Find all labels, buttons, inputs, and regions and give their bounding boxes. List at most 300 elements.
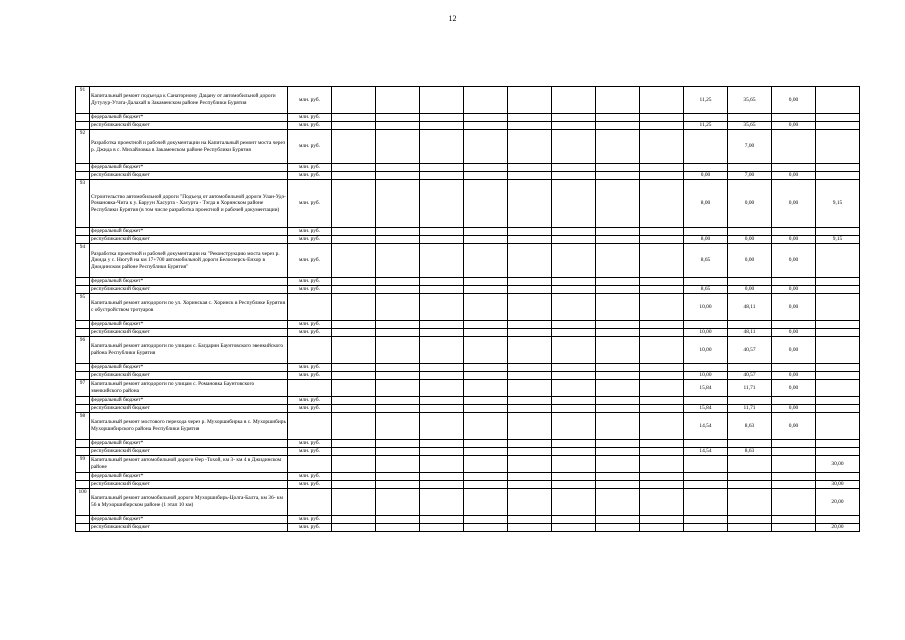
unit-cell: млн. руб. — [288, 473, 332, 481]
row-number-cell — [76, 405, 90, 413]
value-cell — [728, 516, 772, 524]
value-cell — [420, 329, 464, 337]
value-cell — [552, 294, 596, 321]
value-cell — [816, 321, 860, 329]
value-cell — [332, 524, 376, 532]
row-number-cell: 97 — [76, 380, 90, 397]
value-cell — [816, 372, 860, 380]
unit-cell: млн. руб. — [288, 278, 332, 286]
unit-cell: млн. руб. — [288, 172, 332, 180]
value-cell — [816, 337, 860, 364]
value-cell — [552, 524, 596, 532]
value-cell — [376, 397, 420, 405]
value-cell — [596, 321, 640, 329]
value-cell: 0,00 — [772, 405, 816, 413]
value-cell — [420, 448, 464, 456]
table-row — [76, 448, 860, 456]
value-cell: 20,00 — [816, 524, 860, 532]
value-cell — [508, 397, 552, 405]
value-cell — [508, 228, 552, 236]
value-cell — [552, 481, 596, 489]
unit-cell — [288, 380, 332, 397]
value-cell — [596, 364, 640, 372]
value-cell — [464, 321, 508, 329]
value-cell — [596, 122, 640, 130]
value-cell — [332, 321, 376, 329]
value-cell: 14,54 — [684, 448, 728, 456]
value-cell — [552, 380, 596, 397]
value-cell — [464, 114, 508, 122]
unit-cell: млн. руб. — [288, 244, 332, 278]
value-cell — [772, 364, 816, 372]
value-cell — [596, 87, 640, 114]
value-cell — [640, 481, 684, 489]
value-cell — [332, 278, 376, 286]
value-cell — [684, 516, 728, 524]
row-number-cell — [76, 286, 90, 294]
value-cell — [640, 440, 684, 448]
value-cell — [552, 364, 596, 372]
value-cell — [640, 448, 684, 456]
value-cell — [816, 278, 860, 286]
value-cell — [772, 278, 816, 286]
row-number-cell: 94 — [76, 244, 90, 278]
value-cell: 15,84 — [684, 380, 728, 397]
value-cell — [332, 481, 376, 489]
value-cell — [332, 164, 376, 172]
value-cell — [596, 372, 640, 380]
value-cell — [420, 337, 464, 364]
value-cell — [420, 524, 464, 532]
value-cell: 0,00 — [728, 236, 772, 244]
value-cell — [420, 286, 464, 294]
value-cell: 8,00 — [684, 180, 728, 228]
value-cell — [596, 456, 640, 473]
table-row — [76, 364, 860, 372]
unit-cell: млн. руб. — [288, 516, 332, 524]
value-cell — [728, 456, 772, 473]
value-cell: 0,00 — [772, 87, 816, 114]
value-cell — [420, 164, 464, 172]
value-cell: 20,00 — [816, 489, 860, 516]
value-cell — [376, 329, 420, 337]
value-cell — [376, 440, 420, 448]
value-cell — [332, 405, 376, 413]
value-cell — [596, 524, 640, 532]
value-cell — [816, 87, 860, 114]
row-name-cell: федеральный бюджет* — [90, 114, 288, 122]
value-cell — [464, 278, 508, 286]
table-row — [76, 473, 860, 481]
value-cell — [640, 329, 684, 337]
value-cell — [640, 172, 684, 180]
value-cell — [596, 172, 640, 180]
value-cell — [508, 516, 552, 524]
value-cell — [332, 380, 376, 397]
value-cell: 15,84 — [684, 405, 728, 413]
value-cell — [376, 456, 420, 473]
table-row — [76, 236, 860, 244]
value-cell — [640, 380, 684, 397]
value-cell — [684, 278, 728, 286]
value-cell: 0,00 — [772, 413, 816, 440]
value-cell — [464, 180, 508, 228]
value-cell — [772, 228, 816, 236]
value-cell — [464, 122, 508, 130]
table-row — [76, 481, 860, 489]
value-cell — [684, 481, 728, 489]
value-cell — [728, 164, 772, 172]
row-name-cell: республиканский бюджет — [90, 236, 288, 244]
row-name-cell: Разработка проектной и рабочей документации на "Реконструкцию моста через р. Джида у с. Нюгуй на км 17+700 автомобильной дороги Белоозерск-Енхор в Джидинском районе Республики Бурятия" — [90, 244, 288, 278]
value-cell — [464, 405, 508, 413]
value-cell — [772, 524, 816, 532]
value-cell — [552, 164, 596, 172]
value-cell — [420, 122, 464, 130]
value-cell — [684, 456, 728, 473]
table-row — [76, 489, 860, 516]
value-cell — [816, 405, 860, 413]
value-cell — [552, 244, 596, 278]
value-cell: 0,00 — [772, 372, 816, 380]
value-cell: 40,57 — [728, 372, 772, 380]
value-cell — [552, 172, 596, 180]
value-cell — [508, 244, 552, 278]
value-cell: 0,00 — [684, 172, 728, 180]
value-cell — [596, 413, 640, 440]
value-cell — [420, 294, 464, 321]
unit-cell: млн. руб. — [288, 236, 332, 244]
value-cell — [464, 489, 508, 516]
value-cell — [640, 244, 684, 278]
value-cell — [684, 397, 728, 405]
value-cell — [552, 278, 596, 286]
value-cell: 35,65 — [728, 87, 772, 114]
value-cell — [332, 448, 376, 456]
value-cell — [640, 372, 684, 380]
value-cell — [508, 489, 552, 516]
value-cell — [728, 481, 772, 489]
row-number-cell — [76, 481, 90, 489]
value-cell — [640, 87, 684, 114]
value-cell — [772, 130, 816, 164]
value-cell — [640, 337, 684, 364]
value-cell — [464, 456, 508, 473]
value-cell — [816, 397, 860, 405]
value-cell — [684, 364, 728, 372]
value-cell — [464, 337, 508, 364]
value-cell — [640, 516, 684, 524]
value-cell — [508, 473, 552, 481]
value-cell — [640, 130, 684, 164]
value-cell — [508, 294, 552, 321]
value-cell — [332, 122, 376, 130]
value-cell — [420, 236, 464, 244]
value-cell — [772, 489, 816, 516]
value-cell — [816, 516, 860, 524]
value-cell — [728, 364, 772, 372]
value-cell: 8,65 — [684, 286, 728, 294]
value-cell — [596, 440, 640, 448]
row-number-cell: 99 — [76, 456, 90, 473]
value-cell — [376, 172, 420, 180]
value-cell — [552, 440, 596, 448]
value-cell — [508, 524, 552, 532]
value-cell — [772, 397, 816, 405]
row-name-cell: федеральный бюджет* — [90, 278, 288, 286]
table-row — [76, 172, 860, 180]
value-cell — [376, 180, 420, 228]
value-cell — [376, 405, 420, 413]
value-cell — [464, 244, 508, 278]
value-cell — [332, 489, 376, 516]
table-row — [76, 286, 860, 294]
value-cell — [508, 114, 552, 122]
unit-cell — [288, 337, 332, 364]
value-cell — [640, 397, 684, 405]
value-cell: 11,71 — [728, 380, 772, 397]
row-name-cell: Капитальный ремонт автодороги по улицам с. Багдарин Баунтовского эвенкийского района Республики Бурятия — [90, 337, 288, 364]
unit-cell — [288, 413, 332, 440]
value-cell: 8,00 — [684, 236, 728, 244]
value-cell — [508, 172, 552, 180]
value-cell: 48,11 — [728, 329, 772, 337]
value-cell: 0,00 — [772, 329, 816, 337]
value-cell — [596, 164, 640, 172]
row-number-cell — [76, 516, 90, 524]
row-number-cell — [76, 114, 90, 122]
value-cell — [464, 397, 508, 405]
value-cell — [684, 473, 728, 481]
value-cell — [684, 164, 728, 172]
value-cell — [552, 473, 596, 481]
value-cell — [332, 397, 376, 405]
value-cell — [596, 180, 640, 228]
value-cell: 9,15 — [816, 236, 860, 244]
value-cell — [464, 372, 508, 380]
value-cell — [772, 516, 816, 524]
table-row — [76, 524, 860, 532]
value-cell — [816, 122, 860, 130]
row-number-cell: 96 — [76, 337, 90, 364]
table-row — [76, 321, 860, 329]
table-row — [76, 372, 860, 380]
row-number-cell: 91 — [76, 87, 90, 114]
value-cell — [816, 114, 860, 122]
value-cell — [728, 114, 772, 122]
value-cell: 0,00 — [772, 122, 816, 130]
row-name-cell: федеральный бюджет* — [90, 440, 288, 448]
value-cell — [464, 294, 508, 321]
unit-cell: млн. руб. — [288, 405, 332, 413]
value-cell — [684, 321, 728, 329]
value-cell — [640, 294, 684, 321]
value-cell — [376, 244, 420, 278]
value-cell — [376, 278, 420, 286]
value-cell — [508, 278, 552, 286]
value-cell — [552, 114, 596, 122]
value-cell: 10,00 — [684, 294, 728, 321]
value-cell — [596, 236, 640, 244]
value-cell — [376, 294, 420, 321]
row-name-cell: Капитальный ремонт автодороги по улицам с. Романовка Баунтовского эвенкийского района — [90, 380, 288, 397]
value-cell — [552, 516, 596, 524]
value-cell — [816, 172, 860, 180]
value-cell: 10,00 — [684, 372, 728, 380]
value-cell — [332, 456, 376, 473]
unit-cell — [288, 456, 332, 473]
value-cell — [508, 130, 552, 164]
row-name-cell: республиканский бюджет — [90, 448, 288, 456]
table-row — [76, 87, 860, 114]
value-cell — [640, 278, 684, 286]
value-cell — [464, 516, 508, 524]
value-cell — [552, 122, 596, 130]
value-cell — [464, 481, 508, 489]
value-cell — [816, 244, 860, 278]
value-cell: 0,00 — [772, 380, 816, 397]
value-cell — [332, 114, 376, 122]
value-cell: 30,00 — [816, 456, 860, 473]
value-cell — [640, 456, 684, 473]
row-name-cell: федеральный бюджет* — [90, 228, 288, 236]
row-name-cell: федеральный бюджет* — [90, 516, 288, 524]
row-number-cell — [76, 122, 90, 130]
value-cell: 11,25 — [684, 87, 728, 114]
row-number-cell — [76, 172, 90, 180]
value-cell — [464, 87, 508, 114]
value-cell — [508, 380, 552, 397]
value-cell — [376, 286, 420, 294]
value-cell — [816, 294, 860, 321]
value-cell — [684, 228, 728, 236]
value-cell — [420, 87, 464, 114]
table-row — [76, 413, 860, 440]
value-cell — [816, 413, 860, 440]
value-cell — [464, 228, 508, 236]
value-cell — [420, 473, 464, 481]
value-cell — [508, 87, 552, 114]
value-cell — [816, 473, 860, 481]
value-cell — [640, 236, 684, 244]
value-cell — [552, 456, 596, 473]
value-cell — [420, 481, 464, 489]
table-row — [76, 516, 860, 524]
value-cell — [508, 448, 552, 456]
value-cell — [508, 364, 552, 372]
unit-cell: млн. руб. — [288, 87, 332, 114]
unit-cell: млн. руб. — [288, 481, 332, 489]
value-cell — [332, 180, 376, 228]
value-cell — [508, 122, 552, 130]
row-name-cell: республиканский бюджет — [90, 405, 288, 413]
value-cell — [464, 172, 508, 180]
table-row — [76, 122, 860, 130]
value-cell — [376, 114, 420, 122]
unit-cell: млн. руб. — [288, 524, 332, 532]
value-cell — [552, 448, 596, 456]
value-cell — [640, 364, 684, 372]
value-cell — [464, 524, 508, 532]
value-cell — [596, 337, 640, 364]
value-cell — [376, 337, 420, 364]
value-cell — [640, 473, 684, 481]
unit-cell: млн. руб. — [288, 164, 332, 172]
value-cell — [420, 244, 464, 278]
value-cell — [508, 405, 552, 413]
value-cell — [772, 114, 816, 122]
value-cell — [816, 286, 860, 294]
value-cell — [552, 286, 596, 294]
value-cell — [376, 516, 420, 524]
value-cell: 0,00 — [728, 286, 772, 294]
value-cell: 0,00 — [772, 180, 816, 228]
row-name-cell: Разработка проектной и рабочей документации на Капитальный ремонт моста через р. Джида в с. Михайловка в Закаменском районе Республики Бурятия — [90, 130, 288, 164]
value-cell — [376, 236, 420, 244]
value-cell — [728, 278, 772, 286]
value-cell — [464, 473, 508, 481]
table-row — [76, 114, 860, 122]
value-cell — [420, 413, 464, 440]
value-cell — [596, 397, 640, 405]
table-body — [76, 87, 860, 532]
value-cell — [728, 321, 772, 329]
value-cell — [376, 228, 420, 236]
row-number-cell — [76, 228, 90, 236]
value-cell — [376, 413, 420, 440]
row-number-cell: 100 — [76, 489, 90, 516]
unit-cell: млн. руб. — [288, 122, 332, 130]
value-cell — [552, 372, 596, 380]
table-row — [76, 440, 860, 448]
unit-cell: млн. руб. — [288, 228, 332, 236]
value-cell — [508, 286, 552, 294]
value-cell: 7,00 — [728, 172, 772, 180]
value-cell — [640, 164, 684, 172]
value-cell — [464, 448, 508, 456]
value-cell — [420, 364, 464, 372]
value-cell — [684, 524, 728, 532]
row-name-cell: федеральный бюджет* — [90, 473, 288, 481]
value-cell — [332, 244, 376, 278]
unit-cell — [288, 489, 332, 516]
value-cell — [508, 337, 552, 364]
unit-cell: млн. руб. — [288, 114, 332, 122]
value-cell — [464, 164, 508, 172]
row-name-cell: Строительство автомобильной дороги "Подъезд от автомобильной дороги Улан-Удэ-Романовка-Чита к у. Баруун Хасурта - Хасурта - Тэгда в Хоринском районе Республики Бурятия (в том числе разработка проектной и рабочей документации) — [90, 180, 288, 228]
table-row — [76, 337, 860, 364]
value-cell — [420, 278, 464, 286]
value-cell: 8,63 — [728, 448, 772, 456]
table-row — [76, 130, 860, 164]
value-cell: 0,00 — [772, 286, 816, 294]
value-cell — [376, 481, 420, 489]
value-cell — [596, 448, 640, 456]
value-cell: 10,00 — [684, 337, 728, 364]
row-number-cell — [76, 440, 90, 448]
value-cell — [420, 180, 464, 228]
unit-cell: млн. руб. — [288, 372, 332, 380]
value-cell — [420, 397, 464, 405]
value-cell — [596, 516, 640, 524]
value-cell — [596, 286, 640, 294]
value-cell — [376, 448, 420, 456]
value-cell — [728, 489, 772, 516]
value-cell — [376, 380, 420, 397]
unit-cell — [288, 294, 332, 321]
row-name-cell: федеральный бюджет* — [90, 364, 288, 372]
unit-cell: млн. руб. — [288, 286, 332, 294]
